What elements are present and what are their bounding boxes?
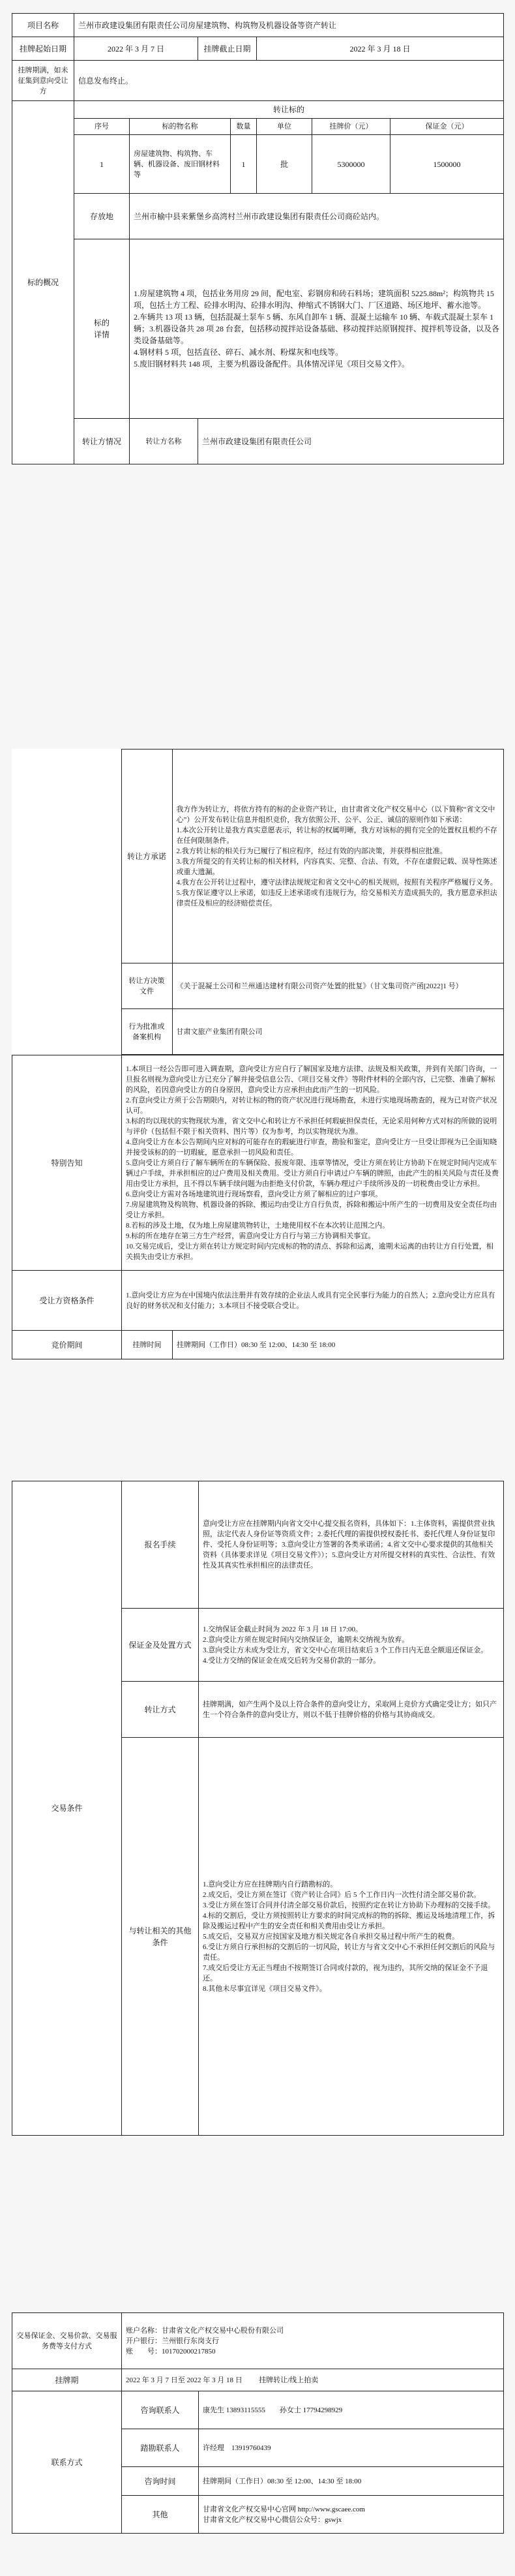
consult-time-label: 咨询时间 [122, 2467, 199, 2496]
commitment-text: 我方作为转让方，将依方持有的标的企业资产转让，由甘肃省文化产权交易中心（以下简称“省文交中心”）公开发布转让信息并组织竞价，我方依照公开、公平、公正、诚信的原则作如下承诺： 1.本次公开转让是我方真实意愿表示，转让标的权属明晰，我方对该标的拥有完全的处置权且根约不存在任何限制条件。 2.我方转让标的相关行为已履行了相应程序，经过有效的内部决策，并获得相应批准。 3.我方所提交的有关转让标的相关材料，内容真实、完整、合法、有效，不存在虚假记载、误导性陈述或重大遗漏。 4.我方在公开转让过程中，遵守法律法规规定和省文交中心的相关规则，按照有关程序严格履行义务。 5.我方保证遵守以上承诺，如违反上述承诺或有违规行为，给交易相关方造成损失的，我方愿意承担法律责任及相应的经济赔偿责任。 [172, 750, 503, 963]
target-overview-label: 标的概况 [12, 101, 74, 464]
row-qty: 1 [231, 135, 257, 194]
trade-conditions-label: 交易条件 [12, 1481, 122, 2136]
th-qty: 数量 [231, 119, 257, 135]
consult-contacts: 康先生 13893115555 孙女士 17794298929 [199, 2391, 504, 2429]
listing-end-label: 挂牌截止日期 [198, 37, 257, 61]
row-name: 房屋建筑物、构筑物、车辆、机器设备、废旧钢材料等 [130, 135, 231, 194]
transfer-targets-label: 转让标的 [74, 101, 504, 119]
section-3 [12, 1481, 503, 2136]
location-text: 兰州市榆中县来紫堡乡高湾村兰州市政建设集团有限责任公司商砼站内。 [130, 194, 504, 239]
th-unit: 单位 [257, 119, 312, 135]
th-name: 标的物名称 [130, 119, 231, 135]
section-2 [12, 749, 503, 1359]
listing-period-label: 挂牌期 [12, 2369, 122, 2391]
account-name: 账户名称：甘肃省文化产权交易中心股份有限公司 [126, 2326, 284, 2335]
related-matters-text: 1.意向受让方应在挂牌期内自行踏勘标的。 2.成交后，受让方须在签订《资产转让合同》后 5 个工作日内一次性付清全部交易价款。 3.受让方须在签订合同并付清全部交易价款后，按照约定在转让方协助下办理标的交接手续。 4.标的交割后，受让方须按照转让方要求的时间完成标的物的拆除、搬运及场地清理工作，拆除及搬运过程中产生的安全责任和相关费用由受让方承担。 5.成交后，交易双方应按国家及地方相关规定各自承担交易过程中所产生的税费。 6.受让方须自行承担标的交割后的一切风险，转让方与省文交中心不承担任何交割后的风险与责任。 7.成交后受让方无正当理由不按期签订合同或付款的，视为违约，其所交纳的保证金不予退还。 8.其他未尽事宜详见《项目交易文件》。 [199, 1738, 504, 2136]
row-deposit: 1500000 [390, 135, 504, 194]
project-name: 兰州市政建设集团有限责任公司房屋建筑物、构筑物及机器设备等资产转让 [74, 14, 504, 37]
row-index: 1 [74, 135, 130, 194]
registration-text: 意向受让方应在挂牌期内向省文交中心提交报名资料，具体如下：1.主体资料，需提供营业执照，法定代表人身份证等资质文件；2.委托代理的需提供授权委托书、委托代理人身份证复印件、受托人身份证明等；3.意向受让方签署的各类承诺函；4.省文交中心要求提供的其他相关资料（具体要求详见《项目交易文件》）；5.意向受让方对所提交材料的真实性、合法性、有效性及其真实性承担相应的法律责任。 [199, 1481, 504, 1609]
section-4 [12, 2312, 503, 2534]
deposit-text: 1.交纳保证金截止时间为 2022 年 3 月 18 日 17:00。 2.意向受让方须在规定时间内交纳保证金，逾期未交纳视为放弃。 3.意向受让方未成为受让方，省文交中心在项目结束后 3 个工作日内无息全额退还保证金。 4.受让方交纳的保证金在成交后转为交易价款的一部分。 [199, 1609, 504, 1682]
account-no: 账 号：101702000217850 [126, 2347, 216, 2356]
transfer-method-label: 转让方式 [122, 1682, 199, 1738]
listing-note: 信息发布终止。 [74, 61, 504, 101]
transfer-party-label: 转让方情况 [74, 419, 130, 464]
deposit-label: 保证金及处置方式 [122, 1609, 199, 1682]
location-label: 存放地 [74, 194, 130, 239]
approval-label: 转让方决策文件 [121, 963, 172, 1009]
other-label: 其他 [122, 2496, 199, 2534]
listing-period-text: 2022 年 3 月 7 日至 2022 年 3 月 18 日 [126, 2376, 243, 2384]
th-price: 挂牌价（元） [312, 119, 390, 135]
trade-conditions-table [12, 1481, 504, 2136]
commitment-table [12, 749, 504, 1055]
consult-contacts-label: 咨询联系人 [122, 2391, 199, 2429]
listing-period [122, 2369, 504, 2391]
transfer-party-name: 兰州市政建设集团有限责任公司 [198, 419, 504, 464]
listing-note-label: 挂牌期满，如未征集到意向受让方 [12, 61, 74, 101]
eligibility-label: 受让方资格条件 [12, 1271, 122, 1331]
row-unit: 批 [257, 135, 312, 194]
th-deposit: 保证金（元） [390, 119, 504, 135]
bidding-time-label: 挂牌时间 [122, 1331, 173, 1359]
settlement-label: 交易保证金、交易价款、交易服务费等支付方式 [12, 2313, 122, 2369]
special-table [12, 1055, 504, 1359]
detail-text: 1.房屋建筑物 4 项，包括业务用房 29 间，配电室、彩钢房和砖石料场；建筑面积 5225.88m²；构筑物共 15 项，包括土方工程、砼排水明沟、砼排水明沟、伸缩式不锈钢大门、厂区道路、场区地坪、蓄水池等。 2.车辆共 13 项 13 辆，包括混凝土泵车 5 辆、东风自卸车 1 辆、混凝土运输车 10 辆、车载式混凝土泵车 1 辆；3.机器设备共 28 项 28 台套，包括移动搅拌站设备基础、移动搅拌站原钢搅拌、搅拌机等设备，以及各类设备基础等。 4.钢材料 5 项，包括直径、碎石、减水剂、粉煤灰和电线等。 5.废旧钢材料共 148 项，主要为机器设备配件。具体情况详见《项目交易文件》。 [130, 239, 504, 419]
th-index: 序号 [74, 119, 130, 135]
project-name-label: 项目名称 [12, 14, 74, 37]
surveillance-label: 踏勘联系人 [122, 2429, 199, 2467]
special-notes-text: 1.本项目一经公告即可进入调查期，意向受让方应自行了解国家及地方法律、法规及相关政策，并到有关部门咨询，一旦报名则视为意向受让方已充分了解并接受信息公告、《项目交易文件》等附件材料的全部内容，已完整、准确了解标的风险，若因意向受让方的自身原因，意向受让方应承担由此而产生的一切风险。 2.有意向受让方须于公告期限内，对转让标的物的资产状况进行现场勘查，未进行实地现场勘查的，视为已对资产状况认可。 3.标的均以现状的实物现状为准，省文交中心和转让方不承担任何瑕疵担保责任，无论采用何种方式对标的所做的说明与评价（包括但不限于相关资料、图片等）仅为参考，均以实物现状为准。 4.意向受让方在本公告期间内应对标的可能存在的瑕疵进行审查，勘验和鉴定，意向受让方一旦受让即视为已全面知晓并接受该标的的一切瑕疵，愿意承担一切风险和责任。 5.意向受让方须自行了解车辆所在的车辆保险、报废年限、违章等情况，受让方须在转让方协助下在规定时间内完成车辆过户手续，并承担相应的过户费用及相关费用。受让方须自行申请过户车辆的牌照，由此产生的相关风险与责任及费用由受让方承担，且不得以车辆手续问题为由拒绝支付价款，车辆办理过户手续所涉及的一切税费由受让方承担。 6.意向受让方需对各场地建筑进行现场察看，意向受让方须了解相应的过户事项。 7.房屋建筑物及构筑物、机器设备的拆除、搬运均由受让方自行负责，拆除和搬运中所产生的一切费用及安全责任均由受让方承担。 8.若标的涉及土地，仅为地上房屋建筑物转让，土地使用权不在本次转让范围之内。 9.标的所在地存在第三方生产经营，需意向受让方自行与第三方协调相关事宜。 10.交易完成后，受让方须在转让方规定时间内完成标的物的清点、拆除和运离，逾期未运离的由转让方自行处置，相关损失由受让方承担。 [122, 1055, 504, 1271]
listing-start-label: 挂牌起始日期 [12, 37, 74, 61]
detail-label: 标的 详情 [74, 239, 130, 419]
consult-time: 挂牌期间（工作日）08:30 至 12:00、14:30 至 18:00 [199, 2467, 504, 2496]
eligibility-text: 1.意向受让方应为在中国境内依法注册并有效存续的企业法人或具有完全民事行为能力的自然人；2.意向受让方应具有良好的财务状况和支付能力；3.本项目不接受联合受让。 [122, 1271, 504, 1331]
transfer-party-sublabel: 转让方名称 [130, 419, 198, 464]
other-text: 甘肃省文化产权交易中心官网 http://www.gscaee.com 甘肃省文化产权交易中心微信公众号：gswjx [199, 2496, 504, 2534]
listing-end: 2022 年 3 月 18 日 [257, 37, 504, 61]
row-price: 5300000 [312, 135, 390, 194]
settlement-details [122, 2313, 504, 2369]
section-1 [12, 13, 503, 464]
approval-text: 《关于混凝土公司和兰州通达建材有限公司资产处置的批复》（甘文集司资产函[2022]1 号） [172, 963, 503, 1009]
settlement-table [12, 2312, 504, 2534]
related-matters-label: 与转让相关的其他条件 [122, 1738, 199, 2136]
regulator-text: 甘肃文旅产业集团有限公司 [172, 1009, 503, 1055]
regulator-label: 行为批准或备案机构 [121, 1009, 172, 1055]
bank-name: 开户银行：兰州银行东岗支行 [126, 2337, 219, 2345]
registration-label: 报名手续 [122, 1481, 199, 1609]
listing-mode: 挂牌转让/线上拍卖 [259, 2376, 319, 2384]
surveillance-contact: 许经理 13919760439 [199, 2429, 504, 2467]
special-notes-label: 特别告知 [12, 1055, 122, 1271]
listing-start: 2022 年 3 月 7 日 [74, 37, 198, 61]
bidding-period-label: 竞价期间 [12, 1331, 122, 1359]
contact-label: 联系方式 [12, 2391, 122, 2534]
bidding-time-text: 挂牌期间（工作日）08:30 至 12:00、14:30 至 18:00 [173, 1331, 504, 1359]
project-info-table [12, 13, 504, 464]
transfer-method-text: 挂牌期满，如产生两个及以上符合条件的意向受让方，采取网上竞价方式确定受让方；如只产生一个符合条件的意向受让方，则以不低于挂牌价格的价格与其协商成交。 [199, 1682, 504, 1738]
commitment-label: 转让方承诺 [121, 750, 172, 963]
